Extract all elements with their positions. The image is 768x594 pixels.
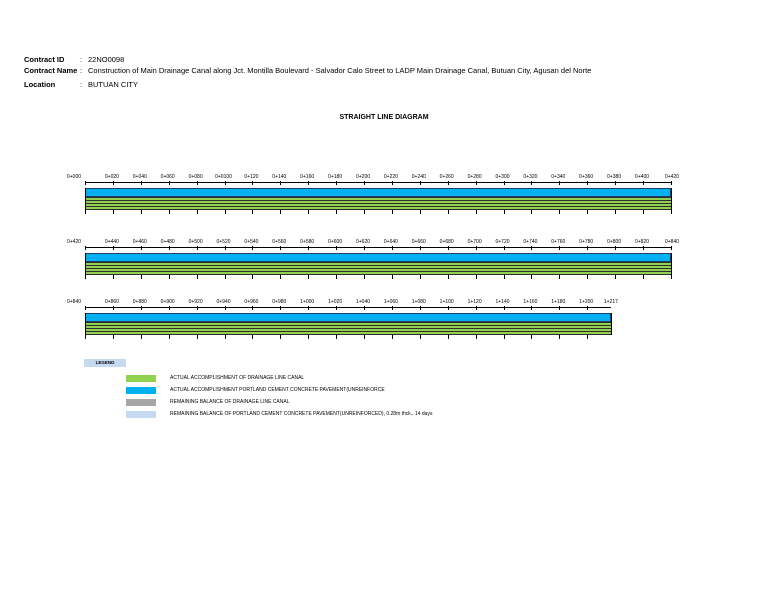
station-tick [643, 275, 644, 279]
station-tick [615, 246, 616, 250]
station-tick [85, 246, 86, 250]
station-tick [85, 210, 86, 214]
station-tick [280, 335, 281, 339]
bar-divider-line [85, 322, 611, 323]
station-tick [308, 246, 309, 250]
colon: : [80, 80, 83, 89]
station-tick [169, 181, 170, 185]
station-label: 1+140 [495, 299, 510, 305]
station-tick [336, 275, 337, 279]
colon: : [80, 55, 83, 64]
station-label: 0+380 [607, 174, 622, 180]
station-label: 0+180 [328, 174, 343, 180]
bar-edge-left [85, 313, 86, 335]
station-tick [531, 246, 532, 250]
station-label: 0+280 [467, 174, 482, 180]
station-tick [336, 306, 337, 310]
station-tick [336, 210, 337, 214]
station-tick [420, 246, 421, 250]
station-tick [643, 181, 644, 185]
station-tick [169, 335, 170, 339]
bar-divider-line [85, 274, 671, 275]
bar-divider-line [85, 325, 611, 326]
station-tick [420, 210, 421, 214]
station-label: 0+040 [132, 174, 147, 180]
station-tick [392, 335, 393, 339]
station-tick [308, 181, 309, 185]
station-tick [141, 181, 142, 185]
station-tick [280, 246, 281, 250]
station-label: 0+900 [160, 299, 175, 305]
bar-divider-line [85, 206, 671, 207]
station-label: 0+120 [244, 174, 259, 180]
station-tick [197, 181, 198, 185]
station-label: 0+860 [104, 299, 119, 305]
station-label: 0+220 [383, 174, 398, 180]
bar-divider-line [85, 328, 611, 329]
station-tick [615, 210, 616, 214]
station-tick [559, 181, 560, 185]
bar-divider-line [85, 262, 671, 263]
station-tick [587, 306, 588, 310]
station-label: 0+520 [216, 239, 231, 245]
station-axis [85, 247, 671, 248]
station-label: 0+560 [272, 239, 287, 245]
station-tick [420, 306, 421, 310]
station-label: 0+960 [244, 299, 259, 305]
station-axis [85, 182, 671, 183]
station-label: 0+680 [439, 239, 454, 245]
station-label: 0+740 [523, 239, 538, 245]
legend-label: REMAINING BALANCE OF DRAINAGE LINE CANAL [170, 399, 290, 405]
station-tick [280, 181, 281, 185]
legend-swatch [126, 375, 156, 382]
station-tick [420, 335, 421, 339]
station-tick [308, 275, 309, 279]
station-label: 1+100 [439, 299, 454, 305]
bar-divider-line [85, 331, 611, 332]
station-label: 0+940 [216, 299, 231, 305]
station-label: 0+340 [551, 174, 566, 180]
station-tick [169, 210, 170, 214]
station-tick [671, 210, 672, 214]
station-tick [476, 335, 477, 339]
station-tick [643, 210, 644, 214]
station-tick [559, 306, 560, 310]
station-label: 1+080 [411, 299, 426, 305]
station-label: 0+260 [439, 174, 454, 180]
station-tick [476, 275, 477, 279]
legend-title: LEGEND [84, 359, 126, 367]
station-label: 0+840 [664, 239, 680, 245]
station-tick [476, 246, 477, 250]
bar-divider-line [85, 268, 671, 269]
station-tick [559, 246, 560, 250]
bar-divider-line [85, 197, 671, 198]
station-label: 0+660 [411, 239, 426, 245]
station-tick [531, 210, 532, 214]
station-label: 0+580 [300, 239, 315, 245]
station-label: 0+920 [188, 299, 203, 305]
station-tick [364, 210, 365, 214]
station-label: 0+160 [300, 174, 315, 180]
station-tick [559, 210, 560, 214]
colon: : [80, 66, 83, 75]
station-tick [364, 181, 365, 185]
station-label: 0+840 [66, 299, 82, 305]
legend-label: REMAINING BALANCE OF PORTLAND CEMENT CONCRETE PAVEMENT(UNREINFORCED), 0.28m thck., 14 days [170, 411, 433, 417]
station-tick [504, 275, 505, 279]
pavement-bar [85, 188, 671, 197]
station-tick [448, 275, 449, 279]
station-label: 0+500 [188, 239, 203, 245]
station-tick [559, 335, 560, 339]
legend-swatch [126, 387, 156, 394]
station-label: 0+480 [160, 239, 175, 245]
station-label: 0+300 [495, 174, 510, 180]
station-tick [587, 275, 588, 279]
station-label: 0+420 [66, 239, 82, 245]
station-tick [113, 246, 114, 250]
station-label: 0+400 [634, 174, 650, 180]
station-label: 0+200 [355, 174, 371, 180]
station-label: 0+980 [272, 299, 287, 305]
station-tick [531, 181, 532, 185]
station-tick [169, 275, 170, 279]
station-label: 1+200 [579, 299, 594, 305]
station-label: 0+700 [467, 239, 482, 245]
station-tick [476, 306, 477, 310]
station-tick [615, 275, 616, 279]
station-label: 1+040 [355, 299, 371, 305]
station-tick [197, 275, 198, 279]
location-row [24, 80, 138, 89]
station-tick [252, 275, 253, 279]
location-key: Location [24, 80, 56, 89]
station-tick [280, 275, 281, 279]
station-tick [308, 306, 309, 310]
station-label: 0+440 [104, 239, 119, 245]
station-tick [252, 181, 253, 185]
station-tick [448, 335, 449, 339]
bar-edge-right [671, 188, 672, 210]
station-tick [113, 306, 114, 310]
station-tick [587, 246, 588, 250]
station-tick [141, 275, 142, 279]
station-tick [448, 210, 449, 214]
station-label: 0+240 [411, 174, 426, 180]
bar-divider-line [85, 265, 671, 266]
station-tick [252, 335, 253, 339]
station-tick [85, 306, 86, 310]
station-tick [420, 181, 421, 185]
station-label: 0+640 [383, 239, 398, 245]
station-tick [252, 306, 253, 310]
station-tick [225, 210, 226, 214]
station-tick [308, 335, 309, 339]
station-tick [169, 306, 170, 310]
contract-name-row [24, 66, 591, 75]
pavement-bar [85, 253, 671, 262]
station-tick [531, 335, 532, 339]
bar-divider-line [85, 203, 671, 204]
station-tick [197, 306, 198, 310]
station-tick [336, 335, 337, 339]
station-label: 0+020 [104, 174, 119, 180]
station-label: 1+160 [523, 299, 538, 305]
station-label: 0+0100 [215, 174, 232, 180]
station-label: 0+140 [272, 174, 287, 180]
station-tick [85, 275, 86, 279]
station-label: 0+060 [160, 174, 175, 180]
contract-name-key: Contract Name [24, 66, 78, 75]
station-label: 0+460 [132, 239, 147, 245]
contract-id-row [24, 55, 124, 64]
station-label: 1+020 [328, 299, 343, 305]
station-tick [531, 306, 532, 310]
station-tick [252, 210, 253, 214]
station-tick [225, 181, 226, 185]
station-tick [364, 306, 365, 310]
station-tick [671, 246, 672, 250]
station-tick [531, 275, 532, 279]
pavement-bar [85, 313, 611, 322]
station-label: 0+080 [188, 174, 203, 180]
station-tick [364, 275, 365, 279]
station-tick [615, 181, 616, 185]
contract-id-value: 22NO0098 [88, 55, 125, 64]
bar-divider-line [85, 200, 671, 201]
station-tick [141, 306, 142, 310]
station-tick [504, 246, 505, 250]
legend-swatch [126, 399, 156, 406]
bar-edge-left [85, 188, 86, 210]
station-tick [392, 181, 393, 185]
station-label: 1+060 [383, 299, 398, 305]
station-tick [392, 275, 393, 279]
station-tick [169, 246, 170, 250]
station-tick [504, 306, 505, 310]
station-label: 1+217 [603, 299, 618, 305]
station-tick [448, 246, 449, 250]
station-tick [671, 275, 672, 279]
station-tick [392, 306, 393, 310]
station-tick [308, 210, 309, 214]
station-tick [392, 210, 393, 214]
bar-edge-left [85, 253, 86, 275]
station-label: 0+820 [634, 239, 650, 245]
station-tick [504, 210, 505, 214]
location-value: BUTUAN CITY [88, 80, 139, 89]
station-tick [113, 275, 114, 279]
station-tick [476, 181, 477, 185]
station-tick [197, 246, 198, 250]
station-label: 0+880 [132, 299, 147, 305]
station-tick [364, 335, 365, 339]
station-tick [587, 335, 588, 339]
station-tick [113, 210, 114, 214]
station-label: 0+780 [579, 239, 594, 245]
station-label: 0+800 [607, 239, 622, 245]
station-label: 0+360 [579, 174, 594, 180]
station-tick [280, 210, 281, 214]
station-tick [392, 246, 393, 250]
station-tick [225, 335, 226, 339]
station-tick [141, 210, 142, 214]
station-label: 0+760 [551, 239, 566, 245]
station-tick [448, 306, 449, 310]
station-tick [587, 210, 588, 214]
station-tick [197, 210, 198, 214]
station-tick [476, 210, 477, 214]
station-tick [420, 275, 421, 279]
station-tick [225, 246, 226, 250]
station-tick [113, 181, 114, 185]
station-tick [141, 246, 142, 250]
station-label: 0+420 [664, 174, 680, 180]
contract-name-value: Construction of Main Drainage Canal along Jct. Montilla Boulevard - Salvador Calo Street to LADP Main Drainage Canal, Butuan City, Agusan del Norte [88, 66, 592, 75]
station-tick [252, 246, 253, 250]
station-tick [225, 306, 226, 310]
bar-edge-right [671, 253, 672, 275]
station-tick [141, 335, 142, 339]
station-tick [643, 246, 644, 250]
station-tick [197, 335, 198, 339]
station-tick [448, 181, 449, 185]
station-label: 0+000 [66, 174, 82, 180]
legend-swatch [126, 411, 156, 418]
station-tick [587, 181, 588, 185]
station-tick [85, 181, 86, 185]
station-tick [364, 246, 365, 250]
bar-edge-right [611, 313, 612, 335]
station-label: 1+000 [300, 299, 315, 305]
station-tick [336, 246, 337, 250]
station-label: 0+720 [495, 239, 510, 245]
station-tick [85, 335, 86, 339]
station-label: 0+600 [328, 239, 343, 245]
station-label: 1+180 [551, 299, 566, 305]
station-tick [504, 181, 505, 185]
station-tick [113, 335, 114, 339]
station-tick [559, 275, 560, 279]
bar-divider-line [85, 209, 671, 210]
station-tick [280, 306, 281, 310]
legend-label: ACTUAL ACCOMPLISHMENT PORTLAND CEMENT CONCRETE PAVEMENT(UNREINFORCE [170, 387, 385, 393]
station-label: 0+540 [244, 239, 259, 245]
bar-divider-line [85, 271, 671, 272]
contract-id-key: Contract ID [24, 55, 65, 64]
station-label: 1+120 [467, 299, 482, 305]
station-tick [336, 181, 337, 185]
station-tick [671, 181, 672, 185]
station-label: 0+320 [523, 174, 538, 180]
diagram-title: STRAIGHT LINE DIAGRAM [339, 114, 429, 121]
station-label: 0+620 [355, 239, 371, 245]
legend-label: ACTUAL ACCOMPLISHMENT OF DRAINAGE LINE CANAL [170, 375, 305, 381]
station-tick [504, 335, 505, 339]
station-tick [225, 275, 226, 279]
